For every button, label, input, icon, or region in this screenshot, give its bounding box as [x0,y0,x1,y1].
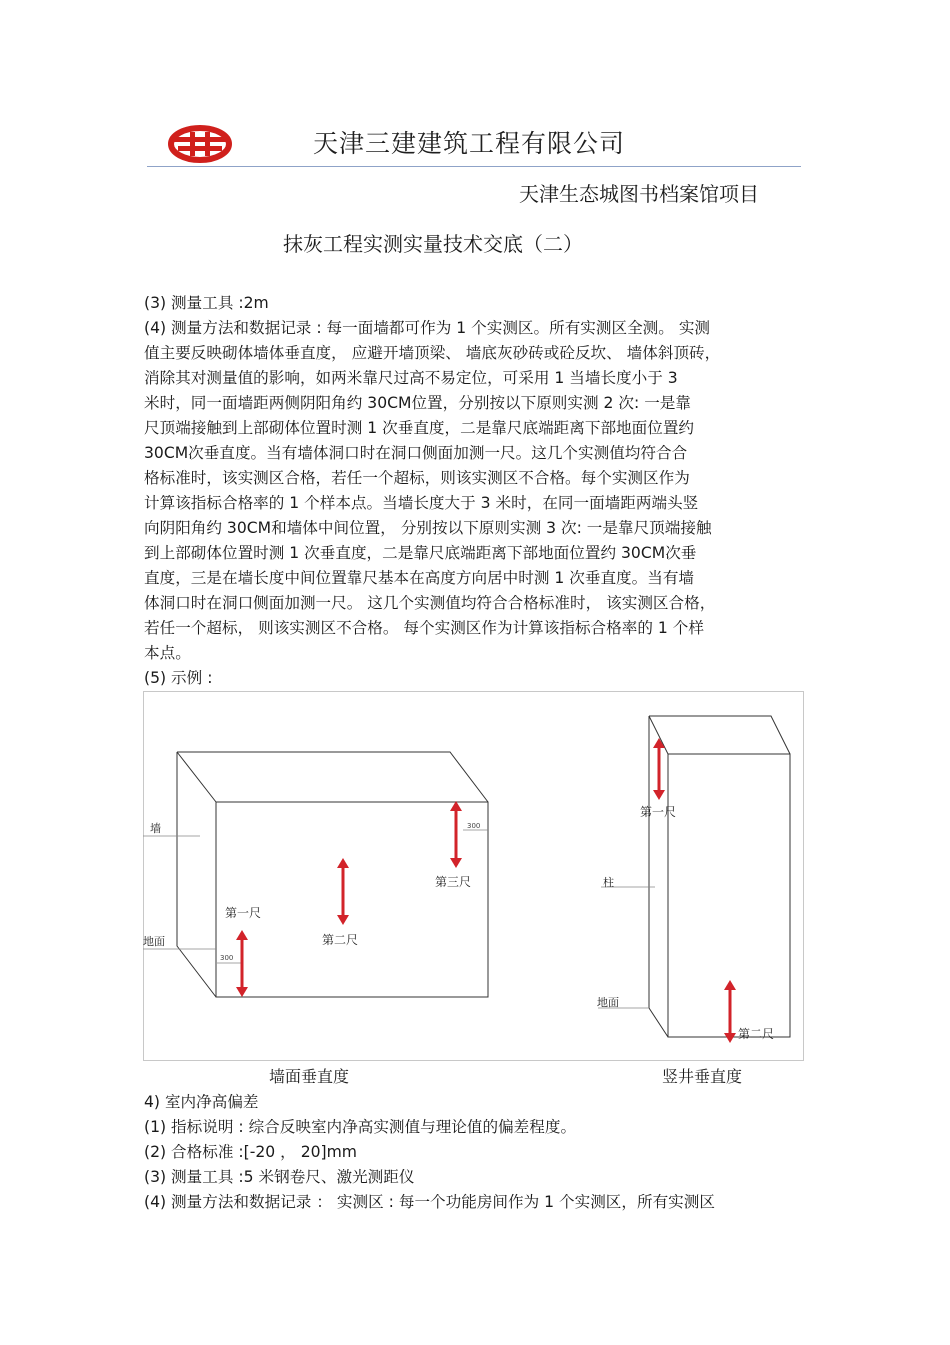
text-line: 30CM次垂直度。当有墙体洞口时在洞口侧面加测一尺。这几个实测值均符合合 [144,444,688,462]
text-line: 向阴阳角约 30CM和墙体中间位置， 分别按以下原则实测 3 次: 一是靠尺顶端接触 [144,519,712,537]
text-line: 若任一个超标， 则该实测区不合格。 每个实测区作为计算该指标合格率的 1 个样 [144,619,704,637]
figure-caption-wall: 墙面垂直度 [269,1067,350,1086]
ruler-1-label: 第一尺 [225,906,262,920]
dim-label-bottom: 300 [220,954,234,962]
dim-label-top: 300 [467,822,481,830]
ruler-3-label: 第三尺 [435,875,472,889]
shaft-ruler-arrow-1 [653,738,665,800]
company-name: 天津三建建筑工程有限公司 [313,129,626,158]
text-line: 消除其对测量值的影响，如两米靠尺过高不易定位，可采用 1 当墙长度小于 3 [144,369,678,387]
text-line: (5) 示例 : [144,669,213,687]
figure-caption-shaft: 竖井垂直度 [662,1067,743,1086]
ruler-arrow-2 [337,858,349,925]
project-name: 天津生态城图书档案馆项目 [519,182,759,206]
text-line: (4) 测量方法和数据记录 : 每一面墙都可作为 1 个实测区。所有实测区全测。 实测 [144,319,711,337]
text-line: 计算该指标合格率的 1 个样本点。当墙长度大于 3 米时，在同一面墙距两端头竖 [144,494,699,512]
figure-border [144,692,804,1061]
text-line: 格标准时，该实测区合格，若任一个超标，则该实测区不合格。每个实测区作为 [144,469,690,487]
shaft-ruler-2-label: 第二尺 [738,1027,775,1041]
text-line: (3) 测量工具 :5 米钢卷尺、激光测距仪 [144,1168,415,1186]
company-logo [168,124,232,164]
section-heading: 4) 室内净高偏差 [144,1093,259,1111]
text-line: 尺顶端接触到上部砌体位置时测 1 次垂直度，二是靠尺底端距离下部地面位置约 [144,419,695,437]
text-line: 体洞口时在洞口侧面加测一尺。 这几个实测值均符合合格标准时， 该实测区合格， [144,594,716,612]
verticality-figure [143,691,804,1061]
ruler-arrow-3 [450,801,462,868]
text-line: 米时，同一面墙距两侧阴阳角约 30CM位置，分别按以下原则实测 2 次: 一是靠 [144,394,691,412]
wall-floor-label: 地面 [143,935,165,948]
shaft-floor-label: 地面 [597,996,619,1009]
ruler-2-label: 第二尺 [322,933,359,947]
section-room-height [144,1090,809,1215]
ruler-arrow-1 [236,930,248,997]
shaft-diagram [649,716,790,1037]
text-line: (1) 指标说明 : 综合反映室内净高实测值与理论值的偏差程度。 [144,1118,577,1136]
body-paragraph [144,291,809,691]
text-line: 值主要反映砌体墙体垂直度， 应避开墙顶梁、 墙底灰砂砖或砼反坎、 墙体斜顶砖， [144,344,721,362]
wall-label: 墙 [150,822,161,835]
text-line: (3) 测量工具 :2m [144,294,269,312]
shaft-ruler-1-label: 第一尺 [640,805,677,819]
text-line: (2) 合格标准 :[-20 ， 20]mm [144,1143,357,1161]
column-label: 柱 [603,876,614,889]
text-line: (4) 测量方法和数据记录 ： 实测区 : 每一个功能房间作为 1 个实测区，所有实测区 [144,1193,715,1211]
header-divider [147,166,801,167]
shaft-ruler-arrow-2 [724,980,736,1043]
document-title: 抹灰工程实测实量技术交底（二） [283,232,583,256]
text-line: 直度，三是在墙长度中间位置靠尺基本在高度方向居中时测 1 次垂直度。当有墙 [144,569,695,587]
text-line: 到上部砌体位置时测 1 次垂直度，二是靠尺底端距离下部地面位置约 30CM次垂 [144,544,697,562]
text-line: 本点。 [144,644,191,662]
